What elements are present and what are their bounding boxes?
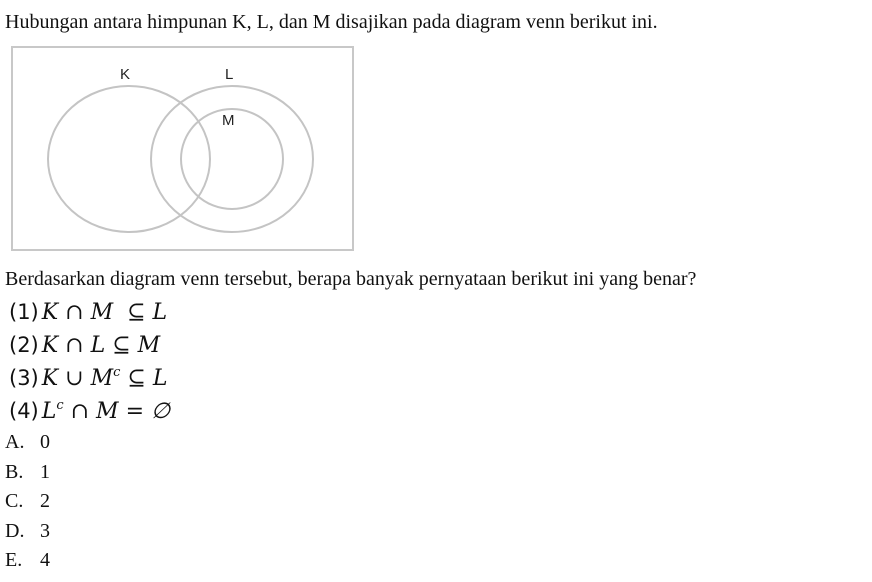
option-c[interactable] xyxy=(5,487,50,517)
statement-2 xyxy=(9,329,170,362)
option-letter: D. xyxy=(5,519,25,542)
option-value: 2 xyxy=(40,490,50,512)
statement-expression: K ∩ M ⊆ L xyxy=(41,300,168,325)
statement-expression-part: ∩ M = ∅ xyxy=(63,399,171,424)
set-l-circle xyxy=(151,86,313,232)
option-value: 0 xyxy=(40,431,50,453)
set-k-label: K xyxy=(120,66,131,83)
set-l-label: L xyxy=(225,66,234,83)
complement-superscript: c xyxy=(56,398,64,413)
option-e[interactable] xyxy=(5,546,50,576)
statement-4 xyxy=(9,395,170,428)
set-m-label: M xyxy=(222,112,235,129)
set-k-circle xyxy=(48,86,210,232)
statement-number: (1) xyxy=(9,300,39,324)
statement-expression-part: K ∪ M xyxy=(41,366,114,391)
statement-list xyxy=(9,296,170,428)
statement-number: (2) xyxy=(9,333,39,357)
option-d[interactable] xyxy=(5,517,50,547)
option-b[interactable] xyxy=(5,458,50,488)
statement-expression: K ∩ L ⊆ M xyxy=(41,333,161,358)
option-letter: E. xyxy=(5,549,23,571)
complement-superscript: c xyxy=(113,365,121,380)
answer-options xyxy=(5,428,50,576)
statement-1 xyxy=(9,296,170,329)
statement-expression-part: ⊆ L xyxy=(120,366,168,391)
question-text: Berdasarkan diagram venn tersebut, berapa banyak pernyataan berikut ini yang benar? xyxy=(5,268,697,290)
option-a[interactable] xyxy=(5,428,50,458)
option-value: 1 xyxy=(40,460,50,483)
question-intro: Hubungan antara himpunan K, L, dan M disajikan pada diagram venn berikut ini. xyxy=(5,11,658,33)
option-value: 3 xyxy=(40,519,50,542)
statement-number: (4) xyxy=(9,399,39,423)
venn-diagram xyxy=(11,46,354,251)
option-letter: A. xyxy=(5,431,25,453)
statement-expression-part: L xyxy=(41,399,57,424)
option-value: 4 xyxy=(40,549,50,571)
statement-number: (3) xyxy=(9,366,39,390)
venn-svg xyxy=(13,48,356,253)
statement-3 xyxy=(9,362,170,395)
option-letter: C. xyxy=(5,490,24,512)
option-letter: B. xyxy=(5,460,24,483)
